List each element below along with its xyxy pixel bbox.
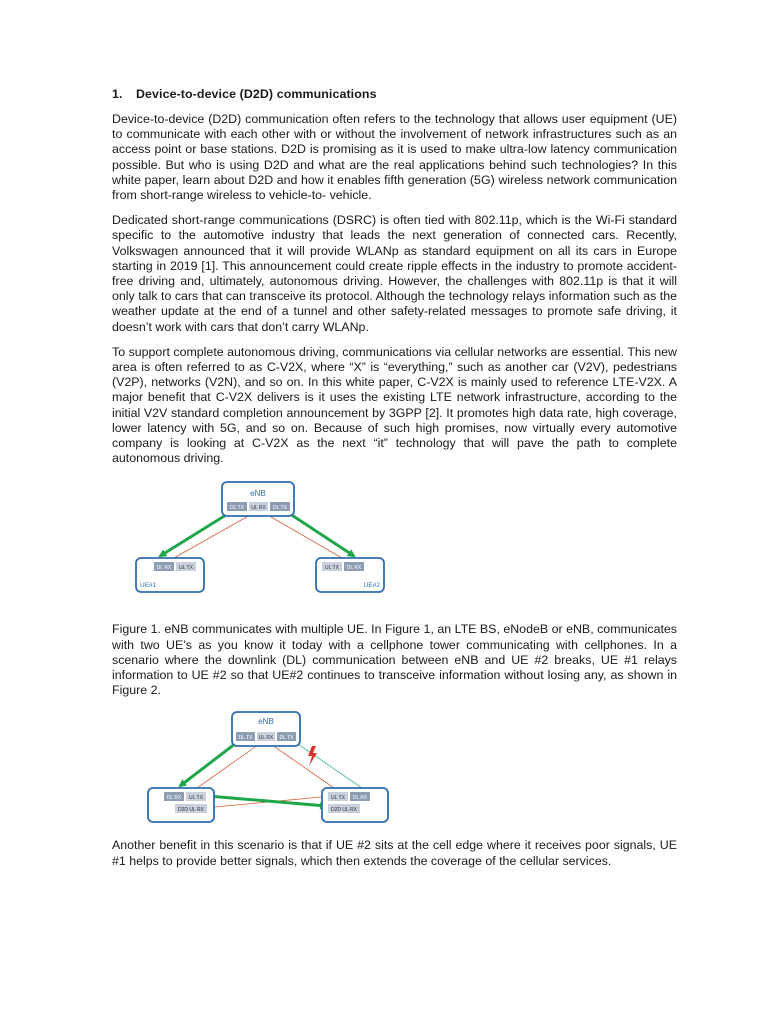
ue1-label: UE#1 [140,582,157,590]
figure-2-svg [112,708,677,828]
enb-port-dl-tx-2: DL TX [279,735,294,742]
paragraph-cv2x: To support complete autonomous driving, communications via cellular networks are essential. This new area is often referred to as C-V2X, where “X” is “everything,” such as another car (V2V), pedestrians (V2P), networks (V2N), and so on. In this white paper, C-V2X is mainly used to reference LTE-V2X. A major benefit that C-V2X delivers is it uses the existing LTE network infrastructure, according to the initial V2V standard completion announcement by 3GPP [2]. It promotes high data rate, high coverage, lower latency with 5G, and so on. Because of such high promises, now virtually every automotive company is looking at C-V2X as the next “it” technology that will pave the path to complete autonomous driving. [112,344,677,466]
ue2-node [322,788,388,822]
section-title: Device-to-device (D2D) communications [136,87,377,101]
enb-port-ul-rx: UL RX [251,505,266,512]
enb-label: eNB [258,717,274,727]
figure-1-diagram [112,476,677,612]
enb-port-dl-tx-2: DL TX [273,505,287,512]
uplink-line-ue2 [259,510,342,558]
ue1-port-ul-tx: UL TX [189,795,203,802]
figure-1-caption: Figure 1. eNB communicates with multiple UE. In Figure 1, an LTE BS, eNodeB or eNB, communicates with two UE’s as you know it today with a cellphone tower communicating with cellphones. In a scenario where the downlink (DL) communication between eNB and UE #2 breaks, UE #1 relays information to UE #2 so that UE#2 continues to transceive information without losing any, as shown in Figure 2. [112,622,677,698]
enb-port-dl-tx-1: DL TX [230,505,244,512]
d2d-relay-arrow [208,796,326,806]
ue2-port-dl-rx: DL RX [346,565,362,572]
paragraph-d2d-intro: Device-to-device (D2D) communication often refers to the technology that allows user equipment (UE) to communicate with each other with or without the involvement of network infrastructures such as an access point or base stations. D2D is promising as it is used to make ultra-low latency communication possible. But who is using D2D and what are the real applications behind such technologies? In this white paper, learn about D2D and how it enables fifth generation (5G) wireless network communication from short-range wireless to vehicle-to- vehicle. [112,112,677,203]
ue1-port-dl-rx: DL RX [166,795,182,802]
enb-node [222,482,294,516]
ue2-label: UE#2 [363,582,380,590]
downlink-arrow-ue2 [284,510,354,556]
enb-label: eNB [250,489,266,499]
ue2-node [316,558,384,592]
downlink-arrow-ue1 [160,510,234,556]
uplink-line-ue2 [265,740,334,788]
figure-2-diagram [112,708,677,828]
paragraph-cell-edge: Another benefit in this scenario is that if UE #2 sits at the cell edge where it receives poor signals, UE #1 helps to provide better signals, which then extends the coverage of the cellular services. [112,838,677,868]
ue2-port-ul-tx: UL TX [331,795,345,802]
enb-port-dl-tx-1: DL TX [238,735,253,742]
uplink-line-ue1 [174,510,259,558]
ue2-port-dl-rx: DL RX [352,795,368,802]
ue1-node [136,558,204,592]
ue1-port-ul-tx: UL TX [179,565,193,572]
ue1-node [148,788,214,822]
section-number: 1. [112,87,123,101]
document-body [112,86,677,879]
ue1-port-d2d-ul-rx: D2D UL RX [178,807,204,814]
ue1-port-dl-rx: DL RX [156,565,172,572]
ue2-port-ul-tx: UL TX [325,565,339,572]
broken-downlink-line [292,740,362,788]
enb-node [232,712,300,746]
enb-port-ul-rx: UL RX [258,735,274,742]
paragraph-dsrc: Dedicated short-range communications (DSRC) is often tied with 802.11p, which is the Wi-Fi standard specific to the automotive industry that leads the next generation of connected cars. Recently, Volkswagen announced that it will provide WLANp as standard equipment on all its cars in Europe starting in 2019 [1]. This announcement could create ripple effects in the industry to promote accident-free driving and, ultimately, autonomous driving. However, the challenges with 802.11p is that it will only talk to cars that can transceive its protocol. Although the technology relays information such as the weather update at the end of a tunnel and other safety-related messages to promote safe driving, it doesn’t work with cars that don’t carry WLANp. [112,213,677,334]
figure-1-svg [112,476,677,612]
ue2-port-d2d-ul-rx: D2D UL RX [331,807,357,814]
section-heading [112,86,677,102]
